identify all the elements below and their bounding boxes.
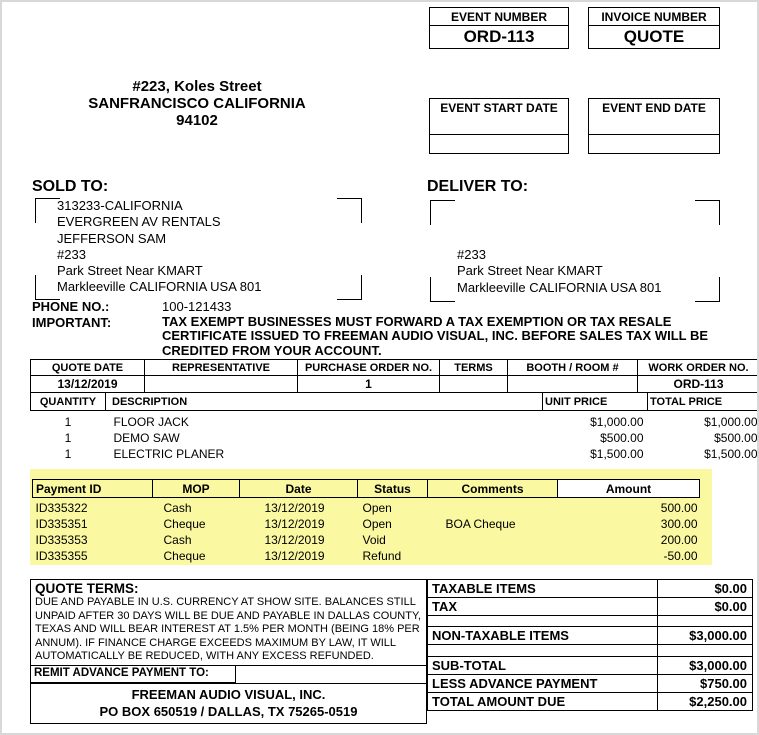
- totals-row: [428, 580, 753, 598]
- event-start-date-value: [430, 135, 568, 152]
- sold-to-bracket-bottom-right: [337, 275, 362, 300]
- items-table: [30, 392, 759, 462]
- payment-row: [33, 532, 700, 548]
- item-total-price: $500.00: [714, 430, 758, 445]
- payment-status: Refund: [362, 548, 402, 563]
- payment-mop: Cheque: [163, 516, 206, 531]
- payment-comments: BOA Cheque: [445, 516, 516, 531]
- totals-row: [428, 657, 753, 675]
- deliver-to-heading: DELIVER TO:: [427, 178, 529, 195]
- important-text: [162, 315, 708, 358]
- totals-table: [427, 579, 753, 711]
- deliver-to-line: #233: [457, 247, 486, 262]
- sold-to-line: #233: [57, 246, 86, 262]
- sold-to-line: 313233-CALIFORNIA: [57, 198, 183, 213]
- taxable-items-label: TAXABLE ITEMS: [428, 580, 658, 598]
- item-row: [31, 430, 759, 446]
- tax-value: $0.00: [658, 598, 753, 616]
- company-address-line1: #223, Koles Street: [132, 78, 262, 95]
- event-number-box: [429, 7, 569, 49]
- item-row: [31, 446, 759, 462]
- item-unit-price: $1,000.00: [590, 414, 644, 429]
- company-address: [22, 78, 372, 129]
- item-total-price: $1,000.00: [704, 414, 758, 429]
- quote-date-value: 13/12/2019: [31, 376, 145, 393]
- quote-terms-box: [30, 579, 427, 724]
- important-text-line: CERTIFICATE ISSUED TO FREEMAN AUDIO VISUAL, INC. BEFORE SALES TAX WILL BE: [162, 328, 709, 344]
- sub-total-value: $3,000.00: [658, 657, 753, 675]
- total-amount-due-value: $2,250.00: [658, 693, 753, 711]
- sold-to-heading: SOLD TO:: [32, 178, 109, 195]
- payment-id: ID335322: [35, 500, 88, 515]
- payment-id: ID335351: [35, 516, 88, 531]
- order-info-header: WORK ORDER NO.: [638, 360, 759, 376]
- deliver-to-line: Markleeville CALIFORNIA USA 801: [457, 279, 662, 295]
- sold-to-line: Markleeville CALIFORNIA USA 801: [57, 279, 262, 295]
- items-header-total-price: TOTAL PRICE: [648, 393, 759, 411]
- important-text-line: TAX EXEMPT BUSINESSES MUST FORWARD A TAX EXEMPTION OR TAX RESALE: [162, 314, 672, 329]
- less-advance-payment-value: $750.00: [658, 675, 753, 693]
- phone-label: PHONE NO.:: [32, 299, 110, 314]
- order-info-header: BOOTH / ROOM #: [508, 360, 638, 376]
- important-label: IMPORTANT:: [32, 315, 112, 330]
- payment-amount: -50.00: [663, 548, 698, 563]
- item-description: ELECTRIC PLANER: [113, 446, 225, 461]
- item-quantity: 1: [64, 446, 72, 461]
- phone-value: 100-121433: [162, 299, 232, 314]
- quote-terms-line: AUTOMATICALLY BE REDUCED, WITH ANY EXCESS REFUNDED.: [35, 650, 374, 662]
- payment-amount: 500.00: [660, 500, 698, 515]
- payments-header-amount: Amount: [558, 480, 700, 498]
- payment-id: ID335355: [35, 548, 88, 563]
- quote-terms-line: TEXAS AND WILL BEAR INTEREST AT 1.5% PER MONTH (BEING 18% PER: [35, 623, 420, 635]
- order-info-header: TERMS: [440, 360, 508, 376]
- payment-status: Open: [362, 516, 392, 531]
- company-address-line2: SANFRANCISCO CALIFORNIA: [88, 95, 306, 112]
- order-info-header: REPRESENTATIVE: [145, 360, 298, 376]
- totals-row: [428, 675, 753, 693]
- payment-row: [33, 498, 700, 516]
- payment-amount: 300.00: [660, 516, 698, 531]
- payment-mop: Cash: [163, 532, 192, 547]
- event-end-date-value: [589, 135, 719, 152]
- item-unit-price: $500.00: [600, 430, 644, 445]
- remit-divider: [31, 683, 426, 684]
- item-description: FLOOR JACK: [113, 414, 189, 429]
- non-taxable-items-label: NON-TAXABLE ITEMS: [428, 627, 658, 645]
- sold-to-line: EVERGREEN AV RENTALS: [57, 214, 221, 230]
- payment-date: 13/12/2019: [264, 548, 325, 563]
- event-start-date-box: [429, 98, 569, 154]
- sold-to-line: JEFFERSON SAM: [57, 230, 167, 246]
- invoice-number-box: [588, 7, 720, 49]
- item-row: [31, 411, 759, 430]
- item-description: DEMO SAW: [113, 430, 180, 445]
- item-total-price: $1,500.00: [704, 446, 758, 461]
- payments-header-payment-id: Payment ID: [33, 480, 153, 498]
- deliver-to-bracket-bottom-left: [430, 277, 455, 302]
- non-taxable-items-value: $3,000.00: [658, 627, 753, 645]
- payments-header-mop: MOP: [153, 480, 240, 498]
- payment-row: [33, 516, 700, 532]
- payment-date: 13/12/2019: [264, 532, 325, 547]
- totals-row: [428, 627, 753, 645]
- remit-advance-payment-label: REMIT ADVANCE PAYMENT TO:: [31, 665, 236, 683]
- totals-row: [428, 693, 753, 711]
- item-quantity: 1: [64, 430, 72, 445]
- terms-value: [440, 376, 508, 393]
- payment-date: 13/12/2019: [264, 516, 325, 531]
- deliver-to-address: [457, 247, 661, 296]
- payments-header-comments: Comments: [428, 480, 558, 498]
- event-start-date-label: EVENT START DATE: [430, 99, 568, 135]
- sold-to-address: [57, 198, 261, 296]
- remit-payee-address: PO BOX 650519 / DALLAS, TX 75265-0519: [99, 704, 358, 719]
- remit-payee-name: FREEMAN AUDIO VISUAL, INC.: [131, 687, 326, 702]
- tax-label: TAX: [428, 598, 658, 616]
- less-advance-payment-label: LESS ADVANCE PAYMENT: [428, 675, 658, 693]
- items-header-quantity: QUANTITY: [31, 393, 106, 411]
- payment-status: Void: [362, 532, 386, 547]
- payment-comments: [428, 532, 558, 548]
- deliver-to-bracket-bottom-right: [695, 277, 720, 302]
- invoice-number-label: INVOICE NUMBER: [589, 8, 719, 26]
- payment-comments: [428, 548, 558, 564]
- sold-to-line: Park Street Near KMART: [57, 263, 203, 279]
- order-info-header: PURCHASE ORDER NO.: [298, 360, 440, 376]
- payment-id: ID335353: [35, 532, 88, 547]
- payment-row: [33, 548, 700, 564]
- event-end-date-box: [588, 98, 720, 154]
- quote-terms-line: DUE AND PAYABLE IN U.S. CURRENCY AT SHOW SITE. BALANCES STILL: [35, 596, 416, 608]
- deliver-to-bracket-top-right: [695, 200, 720, 225]
- representative-value: [145, 376, 298, 393]
- payment-status: Open: [362, 500, 392, 515]
- event-end-date-label: EVENT END DATE: [589, 99, 719, 135]
- quote-terms-line: ANNUM). IF FINANCE CHARGE EXCEEDS MAXIMUM BY LAW, IT WILL: [35, 636, 397, 649]
- order-info-header: QUOTE DATE: [31, 360, 145, 376]
- sold-to-bracket-top-right: [337, 198, 362, 223]
- payment-comments: [428, 498, 558, 516]
- quote-terms-line: UNPAID AFTER 30 DAYS WILL BE DUE AND PAYABLE IN DALLAS COUNTY,: [35, 609, 421, 622]
- taxable-items-value: $0.00: [658, 580, 753, 598]
- items-header-unit-price: UNIT PRICE: [543, 393, 648, 411]
- totals-spacer-row: [428, 616, 753, 627]
- deliver-to-bracket-top-left: [430, 200, 455, 225]
- invoice-number-value: QUOTE: [623, 27, 685, 46]
- payment-date: 13/12/2019: [264, 500, 325, 515]
- payments-table: [32, 479, 700, 564]
- payment-mop: Cash: [163, 500, 192, 515]
- totals-row: [428, 598, 753, 616]
- item-unit-price: $1,500.00: [590, 446, 644, 461]
- event-number-value: ORD-113: [463, 27, 535, 46]
- deliver-to-line: Park Street Near KMART: [457, 263, 603, 279]
- purchase-order-no-value: 1: [298, 376, 440, 393]
- booth-room-value: [508, 376, 638, 393]
- total-amount-due-label: TOTAL AMOUNT DUE: [428, 693, 658, 711]
- payments-header-status: Status: [358, 480, 428, 498]
- company-address-line3: 94102: [176, 112, 218, 129]
- payment-amount: 200.00: [660, 532, 698, 547]
- event-number-label: EVENT NUMBER: [430, 8, 568, 26]
- work-order-no-value: ORD-113: [638, 376, 759, 393]
- quote-terms-heading: QUOTE TERMS:: [35, 581, 139, 596]
- payment-mop: Cheque: [163, 548, 206, 563]
- items-header-description: DESCRIPTION: [106, 393, 543, 411]
- item-quantity: 1: [64, 414, 72, 429]
- important-text-line: CREDITED FROM YOUR ACCOUNT.: [162, 342, 382, 358]
- order-info-table: [30, 359, 759, 393]
- sub-total-label: SUB-TOTAL: [428, 657, 658, 675]
- payments-header-date: Date: [240, 480, 358, 498]
- totals-spacer-row: [428, 645, 753, 657]
